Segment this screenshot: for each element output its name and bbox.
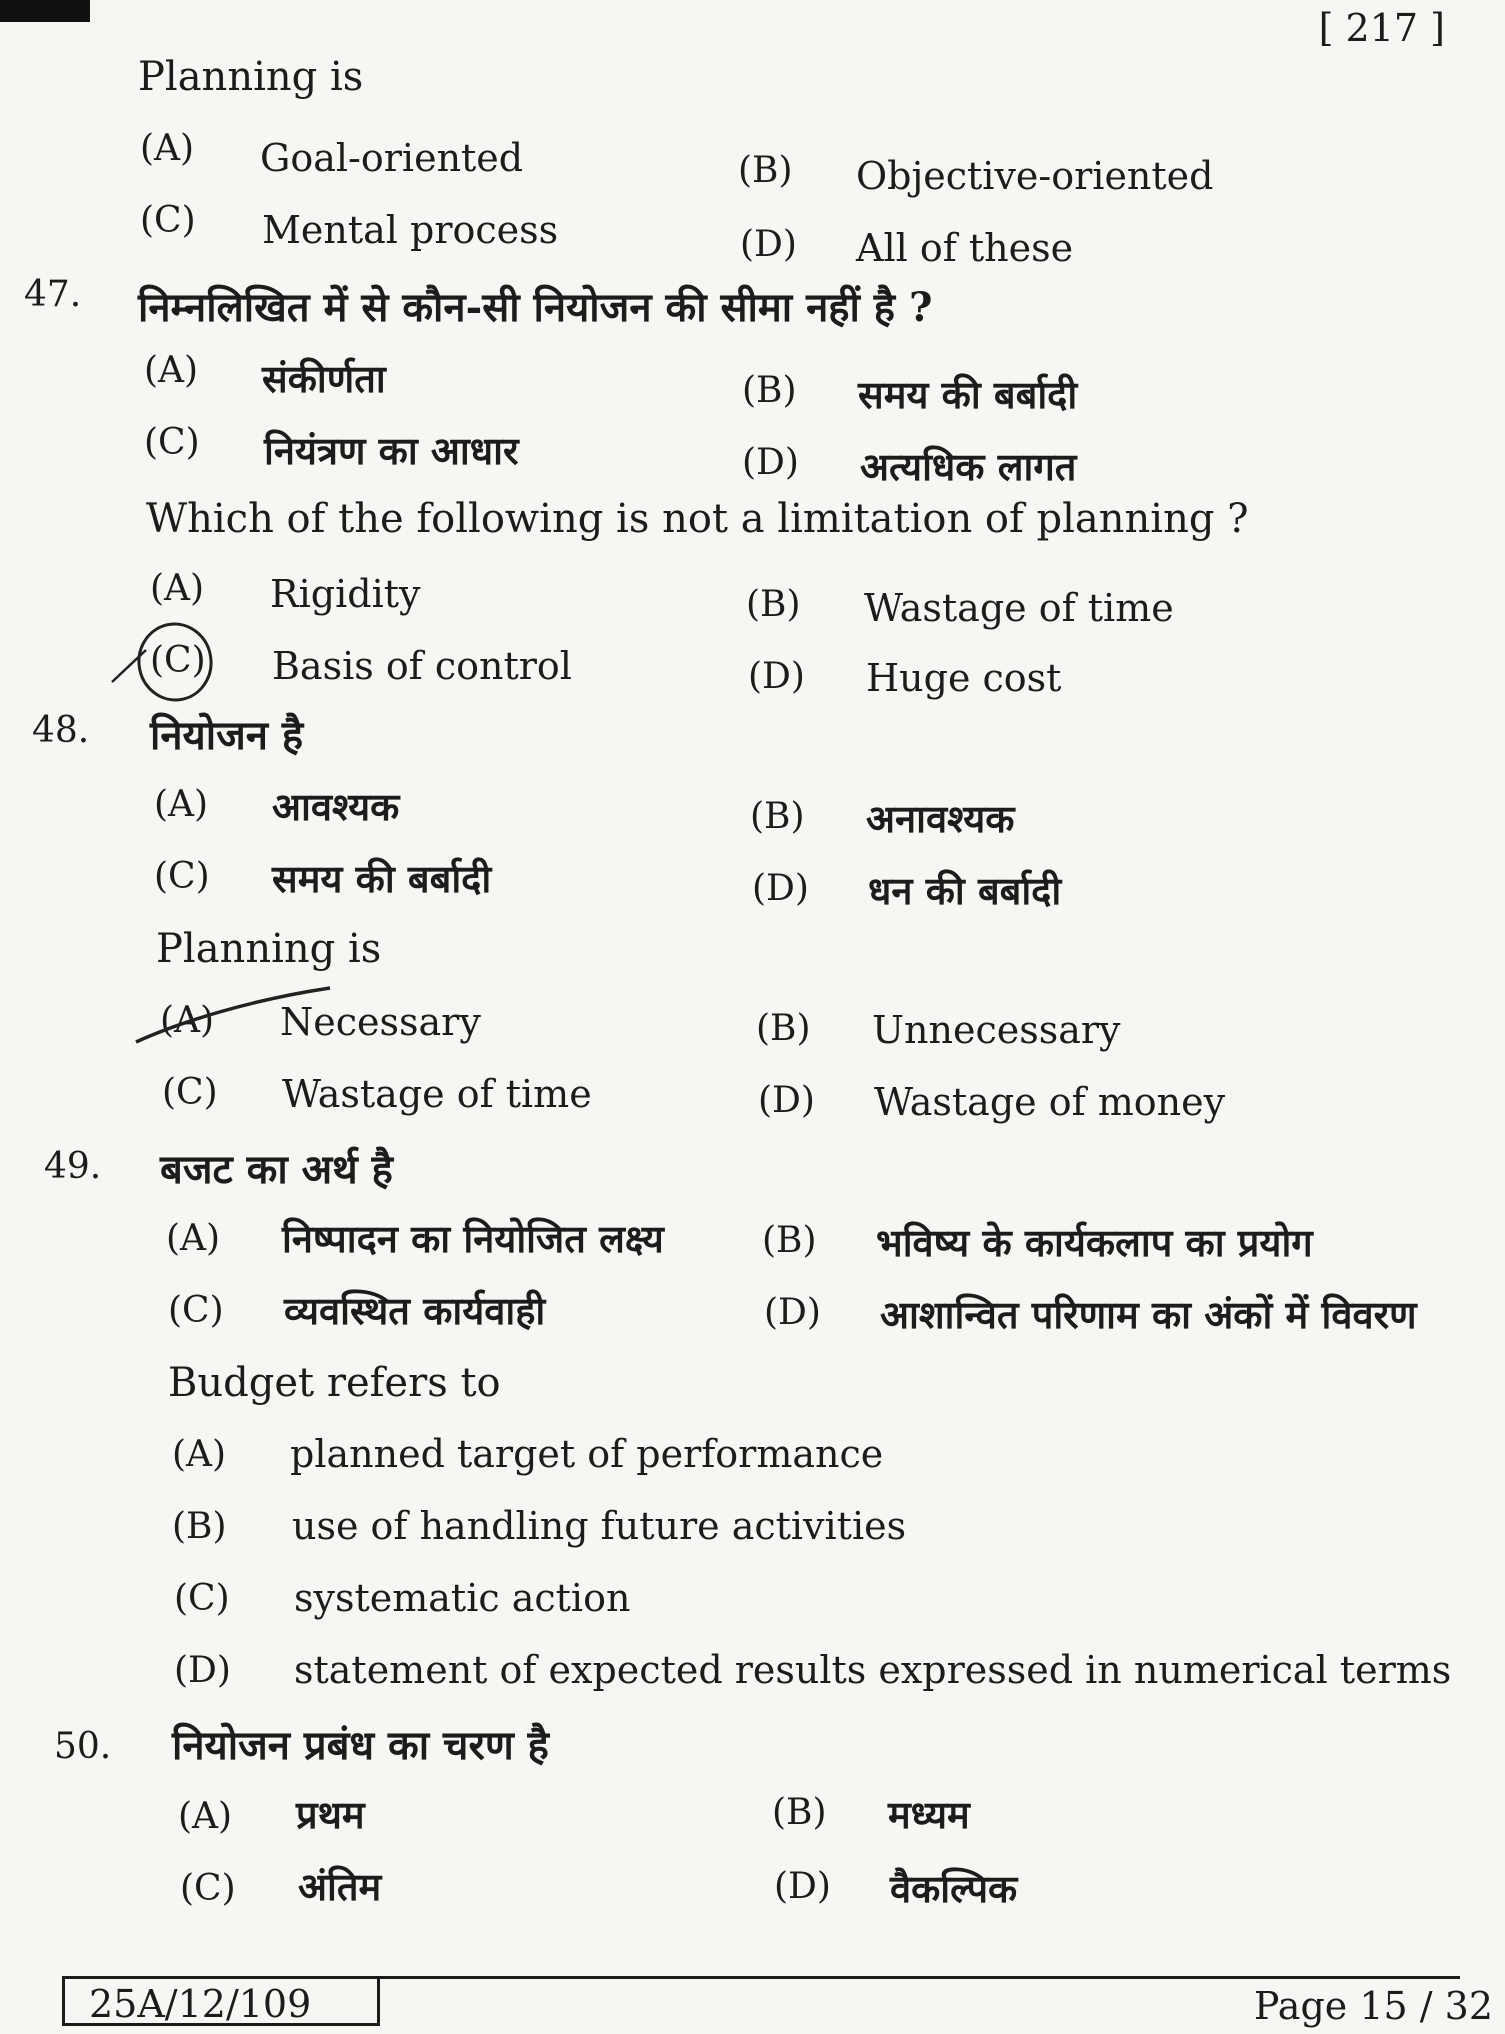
paper-code: 25A/12/109 bbox=[62, 1976, 380, 2026]
q48-hi-option-b-text: अनावश्यक bbox=[866, 796, 1015, 841]
q50-hi-option-a-label: (A) bbox=[178, 1796, 233, 1837]
q47-en-option-b-text: Wastage of time bbox=[864, 586, 1174, 630]
q50-hi-option-b-label: (B) bbox=[772, 1792, 827, 1833]
footer-rule bbox=[380, 1976, 1460, 1979]
q50-hi-option-a-text: प्रथम bbox=[296, 1792, 365, 1837]
q49-en-option-b-label: (B) bbox=[172, 1506, 227, 1547]
q47-hi-option-b-text: समय की बर्बादी bbox=[858, 372, 1078, 417]
q48-en-option-c-label: (C) bbox=[162, 1072, 218, 1113]
q47-hi-option-d-label: (D) bbox=[742, 442, 799, 483]
q48-hi-option-a-text: आवश्यक bbox=[272, 784, 400, 829]
q49-hi-option-b-label: (B) bbox=[762, 1220, 817, 1261]
q46-en-option-c-text: Mental process bbox=[262, 208, 559, 252]
q47-en-option-a-label: (A) bbox=[150, 568, 205, 609]
q48-hi-option-b-label: (B) bbox=[750, 796, 805, 837]
question-49-number: 49. bbox=[44, 1146, 102, 1187]
q49-hi-option-c-label: (C) bbox=[168, 1290, 224, 1331]
q47-hi-option-d-text: अत्यधिक लागत bbox=[860, 444, 1077, 489]
question-47-hi-text: निम्नलिखित में से कौन-सी नियोजन की सीमा नहीं है ? bbox=[138, 284, 933, 331]
q48-hi-option-a-label: (A) bbox=[154, 784, 209, 825]
q48-en-option-d-label: (D) bbox=[758, 1080, 815, 1121]
question-47-number: 47. bbox=[24, 274, 82, 315]
question-49-en-text: Budget refers to bbox=[168, 1360, 501, 1406]
q49-en-option-d-label: (D) bbox=[174, 1650, 231, 1691]
q47-hi-option-a-text: संकीर्णता bbox=[262, 356, 386, 401]
q49-en-option-c-label: (C) bbox=[174, 1578, 230, 1619]
q47-answer-circle-mark bbox=[134, 619, 216, 704]
q49-en-option-d-text: statement of expected results expressed in numerical terms bbox=[294, 1648, 1452, 1692]
q47-en-option-c-text: Basis of control bbox=[272, 644, 572, 688]
question-48-hi-text: नियोजन है bbox=[150, 712, 304, 759]
q49-en-option-c-text: systematic action bbox=[294, 1576, 631, 1620]
question-48-number: 48. bbox=[32, 710, 90, 751]
q49-hi-option-b-text: भविष्य के कार्यकलाप का प्रयोग bbox=[876, 1220, 1313, 1265]
q48-en-option-a-text: Necessary bbox=[280, 1000, 481, 1044]
q49-en-option-a-text: planned target of performance bbox=[290, 1432, 884, 1476]
q50-hi-option-c-label: (C) bbox=[180, 1868, 236, 1909]
q48-hi-option-c-text: समय की बर्बादी bbox=[272, 856, 492, 901]
q48-en-option-c-text: Wastage of time bbox=[282, 1072, 592, 1116]
question-49-hi-text: बजट का अर्थ है bbox=[160, 1146, 393, 1193]
q49-hi-option-c-text: व्यवस्थित कार्यवाही bbox=[284, 1288, 546, 1333]
q49-hi-option-d-text: आशान्वित परिणाम का अंकों में विवरण bbox=[880, 1292, 1417, 1337]
q47-en-option-d-label: (D) bbox=[748, 656, 805, 697]
q49-en-option-b-text: use of handling future activities bbox=[292, 1504, 907, 1548]
q47-hi-option-c-label: (C) bbox=[144, 422, 200, 463]
question-47-en-text: Which of the following is not a limitation of planning ? bbox=[146, 496, 1249, 542]
q47-en-option-d-text: Huge cost bbox=[866, 656, 1062, 700]
q46-en-option-a-label: (A) bbox=[140, 128, 195, 169]
q50-hi-option-b-text: मध्यम bbox=[888, 1792, 970, 1837]
q48-en-option-d-text: Wastage of money bbox=[874, 1080, 1226, 1124]
q50-hi-option-c-text: अंतिम bbox=[298, 1864, 382, 1909]
q48-en-option-b-label: (B) bbox=[756, 1008, 811, 1049]
q46-en-option-d-text: All of these bbox=[856, 226, 1074, 270]
q47-en-option-c-label: (C) bbox=[150, 640, 206, 681]
question-46-en-text: Planning is bbox=[138, 54, 364, 100]
q50-hi-option-d-text: वैकल्पिक bbox=[890, 1866, 1018, 1911]
q49-en-option-a-label: (A) bbox=[172, 1434, 227, 1475]
page-number: Page 15 / 32 bbox=[1253, 1984, 1493, 2028]
q47-hi-option-b-label: (B) bbox=[742, 370, 797, 411]
q46-en-option-a-text: Goal-oriented bbox=[260, 136, 524, 180]
q48-answer-strike-mark bbox=[136, 988, 330, 1042]
q47-hi-option-a-label: (A) bbox=[144, 350, 199, 391]
question-48-en-text: Planning is bbox=[156, 926, 382, 972]
q46-en-option-c-label: (C) bbox=[140, 200, 196, 241]
question-50-hi-text: नियोजन प्रबंध का चरण है bbox=[172, 1722, 549, 1769]
q47-en-option-b-label: (B) bbox=[746, 584, 801, 625]
question-50-number: 50. bbox=[54, 1726, 112, 1767]
q48-en-option-a-label: (A) bbox=[160, 1000, 215, 1041]
q46-en-option-b-text: Objective-oriented bbox=[856, 154, 1214, 198]
q49-hi-option-a-text: निष्पादन का नियोजित लक्ष्य bbox=[282, 1216, 664, 1261]
q50-hi-option-d-label: (D) bbox=[774, 1866, 831, 1907]
q49-hi-option-d-label: (D) bbox=[764, 1292, 821, 1333]
q46-en-option-b-label: (B) bbox=[738, 150, 793, 191]
q46-en-option-d-label: (D) bbox=[740, 224, 797, 265]
q48-hi-option-c-label: (C) bbox=[154, 856, 210, 897]
q49-hi-option-a-label: (A) bbox=[166, 1218, 221, 1259]
q48-en-option-b-text: Unnecessary bbox=[872, 1008, 1121, 1052]
q48-hi-option-d-text: धन की बर्बादी bbox=[868, 868, 1062, 913]
page-marker: [ 217 ] bbox=[1318, 6, 1445, 50]
q48-hi-option-d-label: (D) bbox=[752, 868, 809, 909]
q47-en-option-a-text: Rigidity bbox=[270, 572, 421, 616]
q47-hi-option-c-text: नियंत्रण का आधार bbox=[264, 428, 519, 473]
